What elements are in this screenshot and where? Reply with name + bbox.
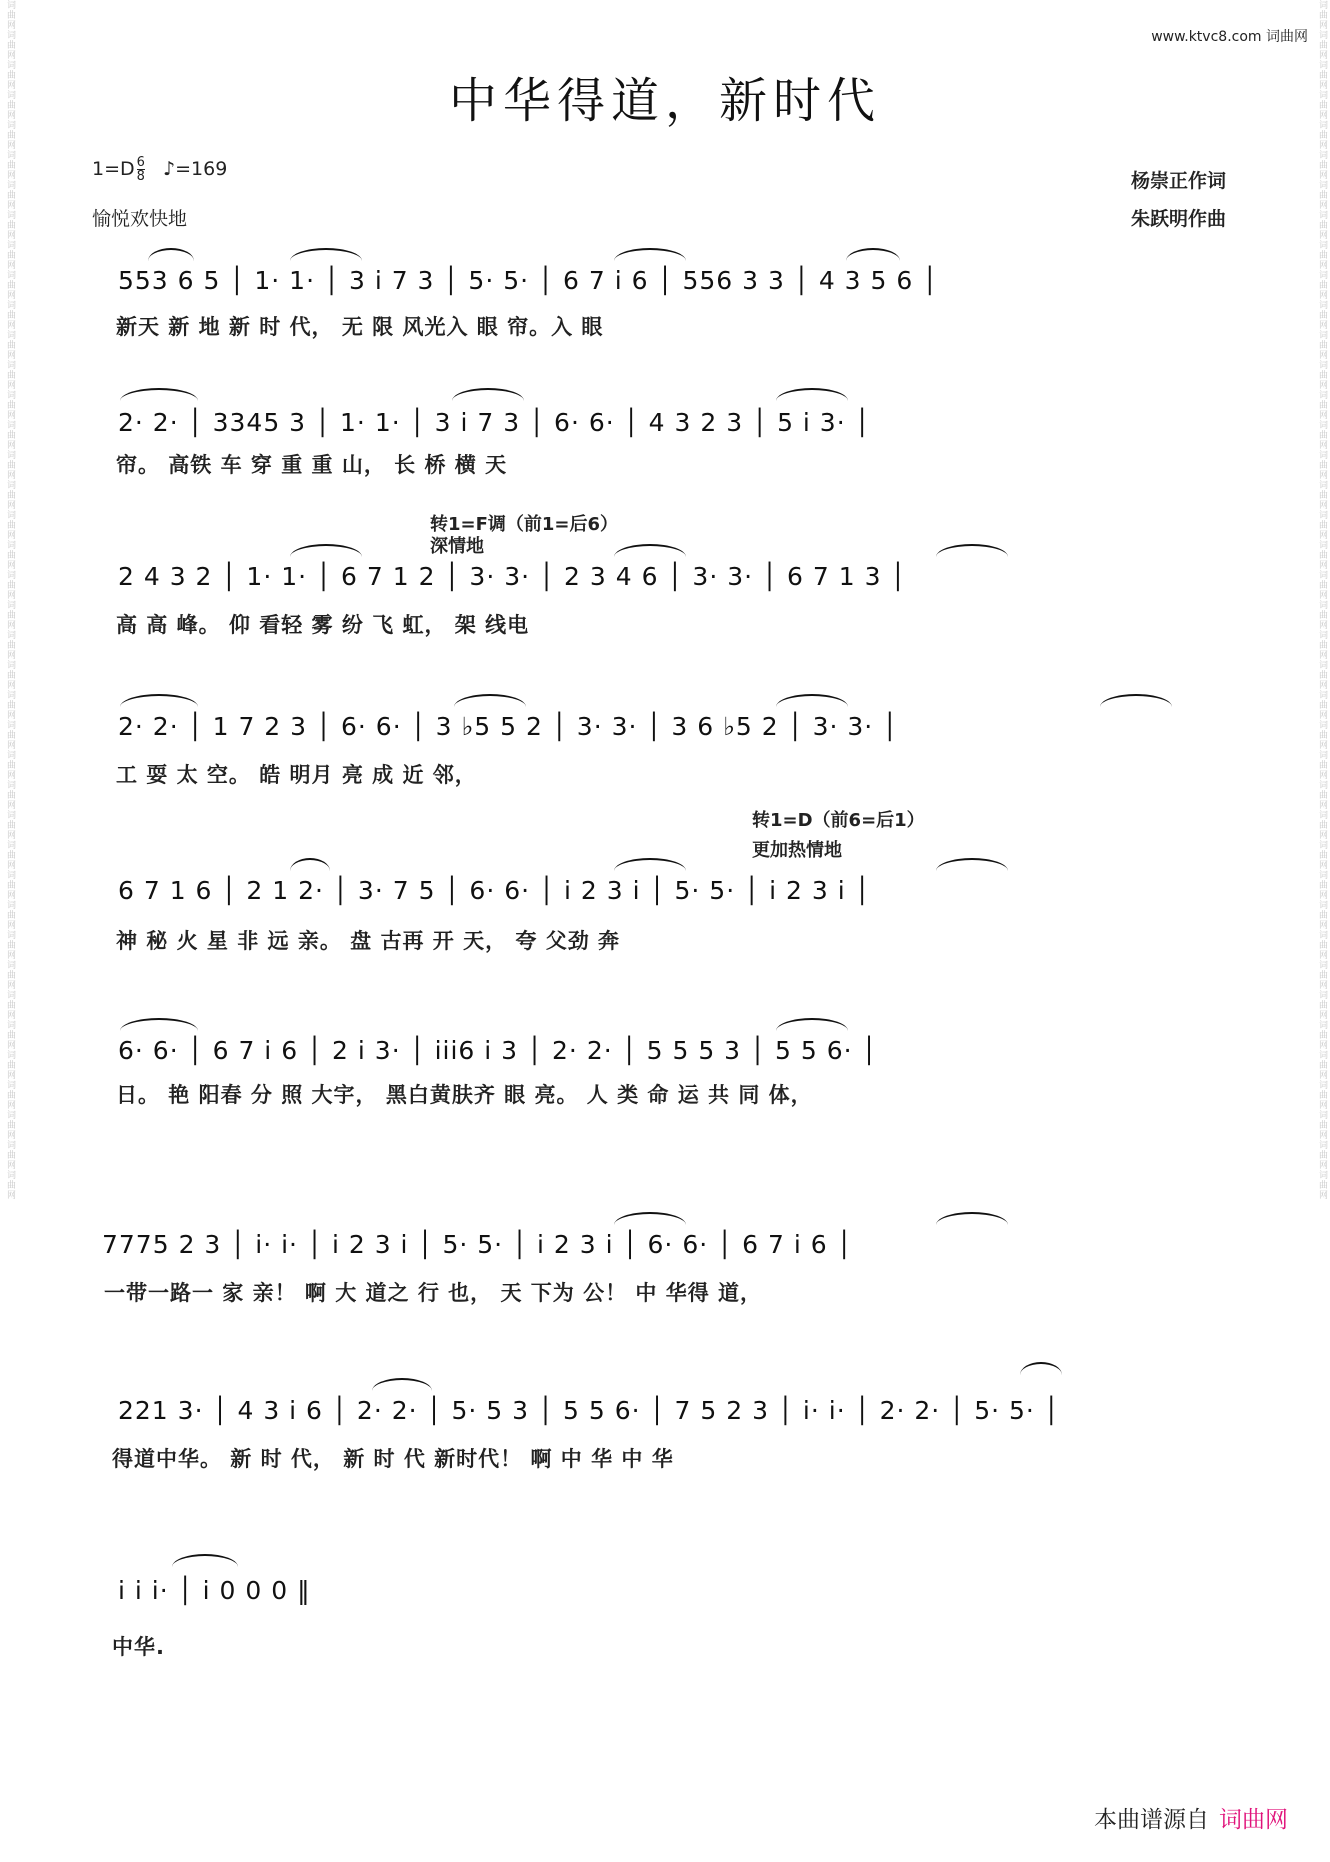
lyrics-line: 神 秘 火 星 非 远 亲。 盘 古再 开 天， 夸 父劲 奔 <box>116 929 621 953</box>
tempo-marking: ♪=169 <box>162 158 228 180</box>
slur <box>936 544 1008 557</box>
slur <box>290 544 362 557</box>
slur <box>614 544 686 557</box>
composer-credit: 朱跃明作曲 <box>1130 208 1226 230</box>
lyrics-line: 得道中华。 新 时 代， 新 时 代 新时代！ 啊 中 华 中 华 <box>112 1447 674 1471</box>
key-value: 1=D <box>92 158 135 180</box>
slur <box>290 858 330 871</box>
slur <box>614 248 686 261</box>
slur <box>1100 694 1172 707</box>
slur <box>290 248 362 261</box>
lyrics-line: 中华. <box>112 1635 165 1659</box>
slur <box>372 1378 432 1391</box>
lyrics-line: 高 高 峰。 仰 看轻 雾 纷 飞 虹， 架 线电 <box>116 613 530 637</box>
slur <box>936 1212 1008 1225</box>
expression-marking: 愉悦欢快地 <box>92 208 188 230</box>
modulation-mood-2: 更加热情地 <box>752 840 842 861</box>
left-watermark: 词曲网词曲网词曲网词曲网词曲网词曲网词曲网词曲网词曲网词曲网词曲网词曲网词曲网词曲网词曲网词曲网词曲网词曲网词曲网词曲网词曲网词曲网词曲网词曲网词曲网词曲网词曲网词曲网词曲网词曲网词曲网词曲网词曲网词曲网词曲网词曲网词曲网词曲网词曲网词曲网 <box>5 0 15 1200</box>
notation-line: 2· 2· │ 1 7 2 3 │ 6· 6· │ 3 ♭5 5 2 │ 3· 3· │ 3 6 ♭5 2 │ 3· 3· │ <box>118 712 899 741</box>
footer-text: 本曲谱源自 <box>1094 1807 1209 1833</box>
notation-line: 221 3· │ 4 3 i 6 │ 2· 2· │ 5· 5 3 │ 5 5 6· │ 7 5 2 3 │ i· i· │ 2· 2· │ 5· 5· │ <box>118 1396 1060 1425</box>
notation-line: 6· 6· │ 6 7 i 6 │ 2 i 3· │ iii6 i 3 │ 2· 2· │ 5 5 5 3 │ 5 5 6· │ <box>118 1036 878 1065</box>
notation-line: 553 6 5 │ 1· 1· │ 3 i 7 3 │ 5· 5· │ 6 7 i 6 │ 556 3 3 │ 4 3 5 6 │ <box>118 266 939 295</box>
song-title: 中华得道，新时代 <box>448 73 881 129</box>
notation-line: i i i· │ i 0 0 0 ‖ <box>118 1576 311 1605</box>
lyrics-line: 日。 艳 阳春 分 照 大宇， 黑白黄肤齐 眼 亮。 人 类 命 运 共 同 体， <box>116 1083 813 1107</box>
slur <box>454 694 526 707</box>
slur <box>1020 1362 1062 1375</box>
slur <box>120 388 198 401</box>
source-footer <box>1094 1801 1288 1834</box>
lyrics-line: 帘。 高铁 车 穿 重 重 山， 长 桥 横 天 <box>116 453 508 477</box>
slur <box>172 1554 238 1567</box>
slur <box>776 1018 848 1031</box>
modulation-mood-1: 深情地 <box>430 536 484 557</box>
lyrics-line: 一带一路一 家 亲！ 啊 大 道之 行 也， 天 下为 公！ 中 华得 道， <box>104 1281 763 1305</box>
lyrics-line: 工 耍 太 空。 皓 明月 亮 成 近 邻， <box>116 763 477 787</box>
slur <box>120 694 198 707</box>
key-signature <box>92 156 227 183</box>
slur <box>452 388 524 401</box>
slur <box>148 248 194 261</box>
notation-line: 7775 2 3 │ i· i· │ i 2 3 i │ 5· 5· │ i 2 3 i │ 6· 6· │ 6 7 i 6 │ <box>102 1230 853 1259</box>
time-denominator: 8 <box>136 169 145 184</box>
slur <box>936 858 1008 871</box>
notation-line: 2· 2· │ 3345 3 │ 1· 1· │ 3 i 7 3 │ 6· 6· │ 4 3 2 3 │ 5 i 3· │ <box>118 408 871 437</box>
modulation-key-1: 转1=F调（前1=后6） <box>430 514 619 535</box>
notation-line: 2 4 3 2 │ 1· 1· │ 6 7 1 2 │ 3· 3· │ 2 3 4 6 │ 3· 3· │ 6 7 1 3 │ <box>118 562 907 591</box>
slur <box>614 858 686 871</box>
footer-brand-link[interactable]: 词曲网 <box>1219 1807 1288 1833</box>
slur <box>120 1018 198 1031</box>
lyrics-line: 新天 新 地 新 时 代， 无 限 风光入 眼 帘。入 眼 <box>116 315 604 339</box>
modulation-key-2: 转1=D（前6=后1） <box>752 810 925 831</box>
slur <box>846 248 900 261</box>
right-watermark: 词曲网词曲网词曲网词曲网词曲网词曲网词曲网词曲网词曲网词曲网词曲网词曲网词曲网词曲网词曲网词曲网词曲网词曲网词曲网词曲网词曲网词曲网词曲网词曲网词曲网词曲网词曲网词曲网词曲网词曲网词曲网词曲网词曲网词曲网词曲网词曲网词曲网词曲网词曲网词曲网 <box>1317 0 1327 1200</box>
lyricist-credit: 杨崇正作词 <box>1130 170 1226 192</box>
notation-line: 6 7 1 6 │ 2 1 2· │ 3· 7 5 │ 6· 6· │ i 2 3 i │ 5· 5· │ i 2 3 i │ <box>118 876 871 905</box>
slur <box>614 1212 686 1225</box>
time-signature <box>137 156 145 183</box>
slur <box>776 694 848 707</box>
time-numerator: 6 <box>136 155 145 170</box>
slur <box>776 388 848 401</box>
site-url[interactable]: www.ktvc8.com 词曲网 <box>1151 29 1308 45</box>
